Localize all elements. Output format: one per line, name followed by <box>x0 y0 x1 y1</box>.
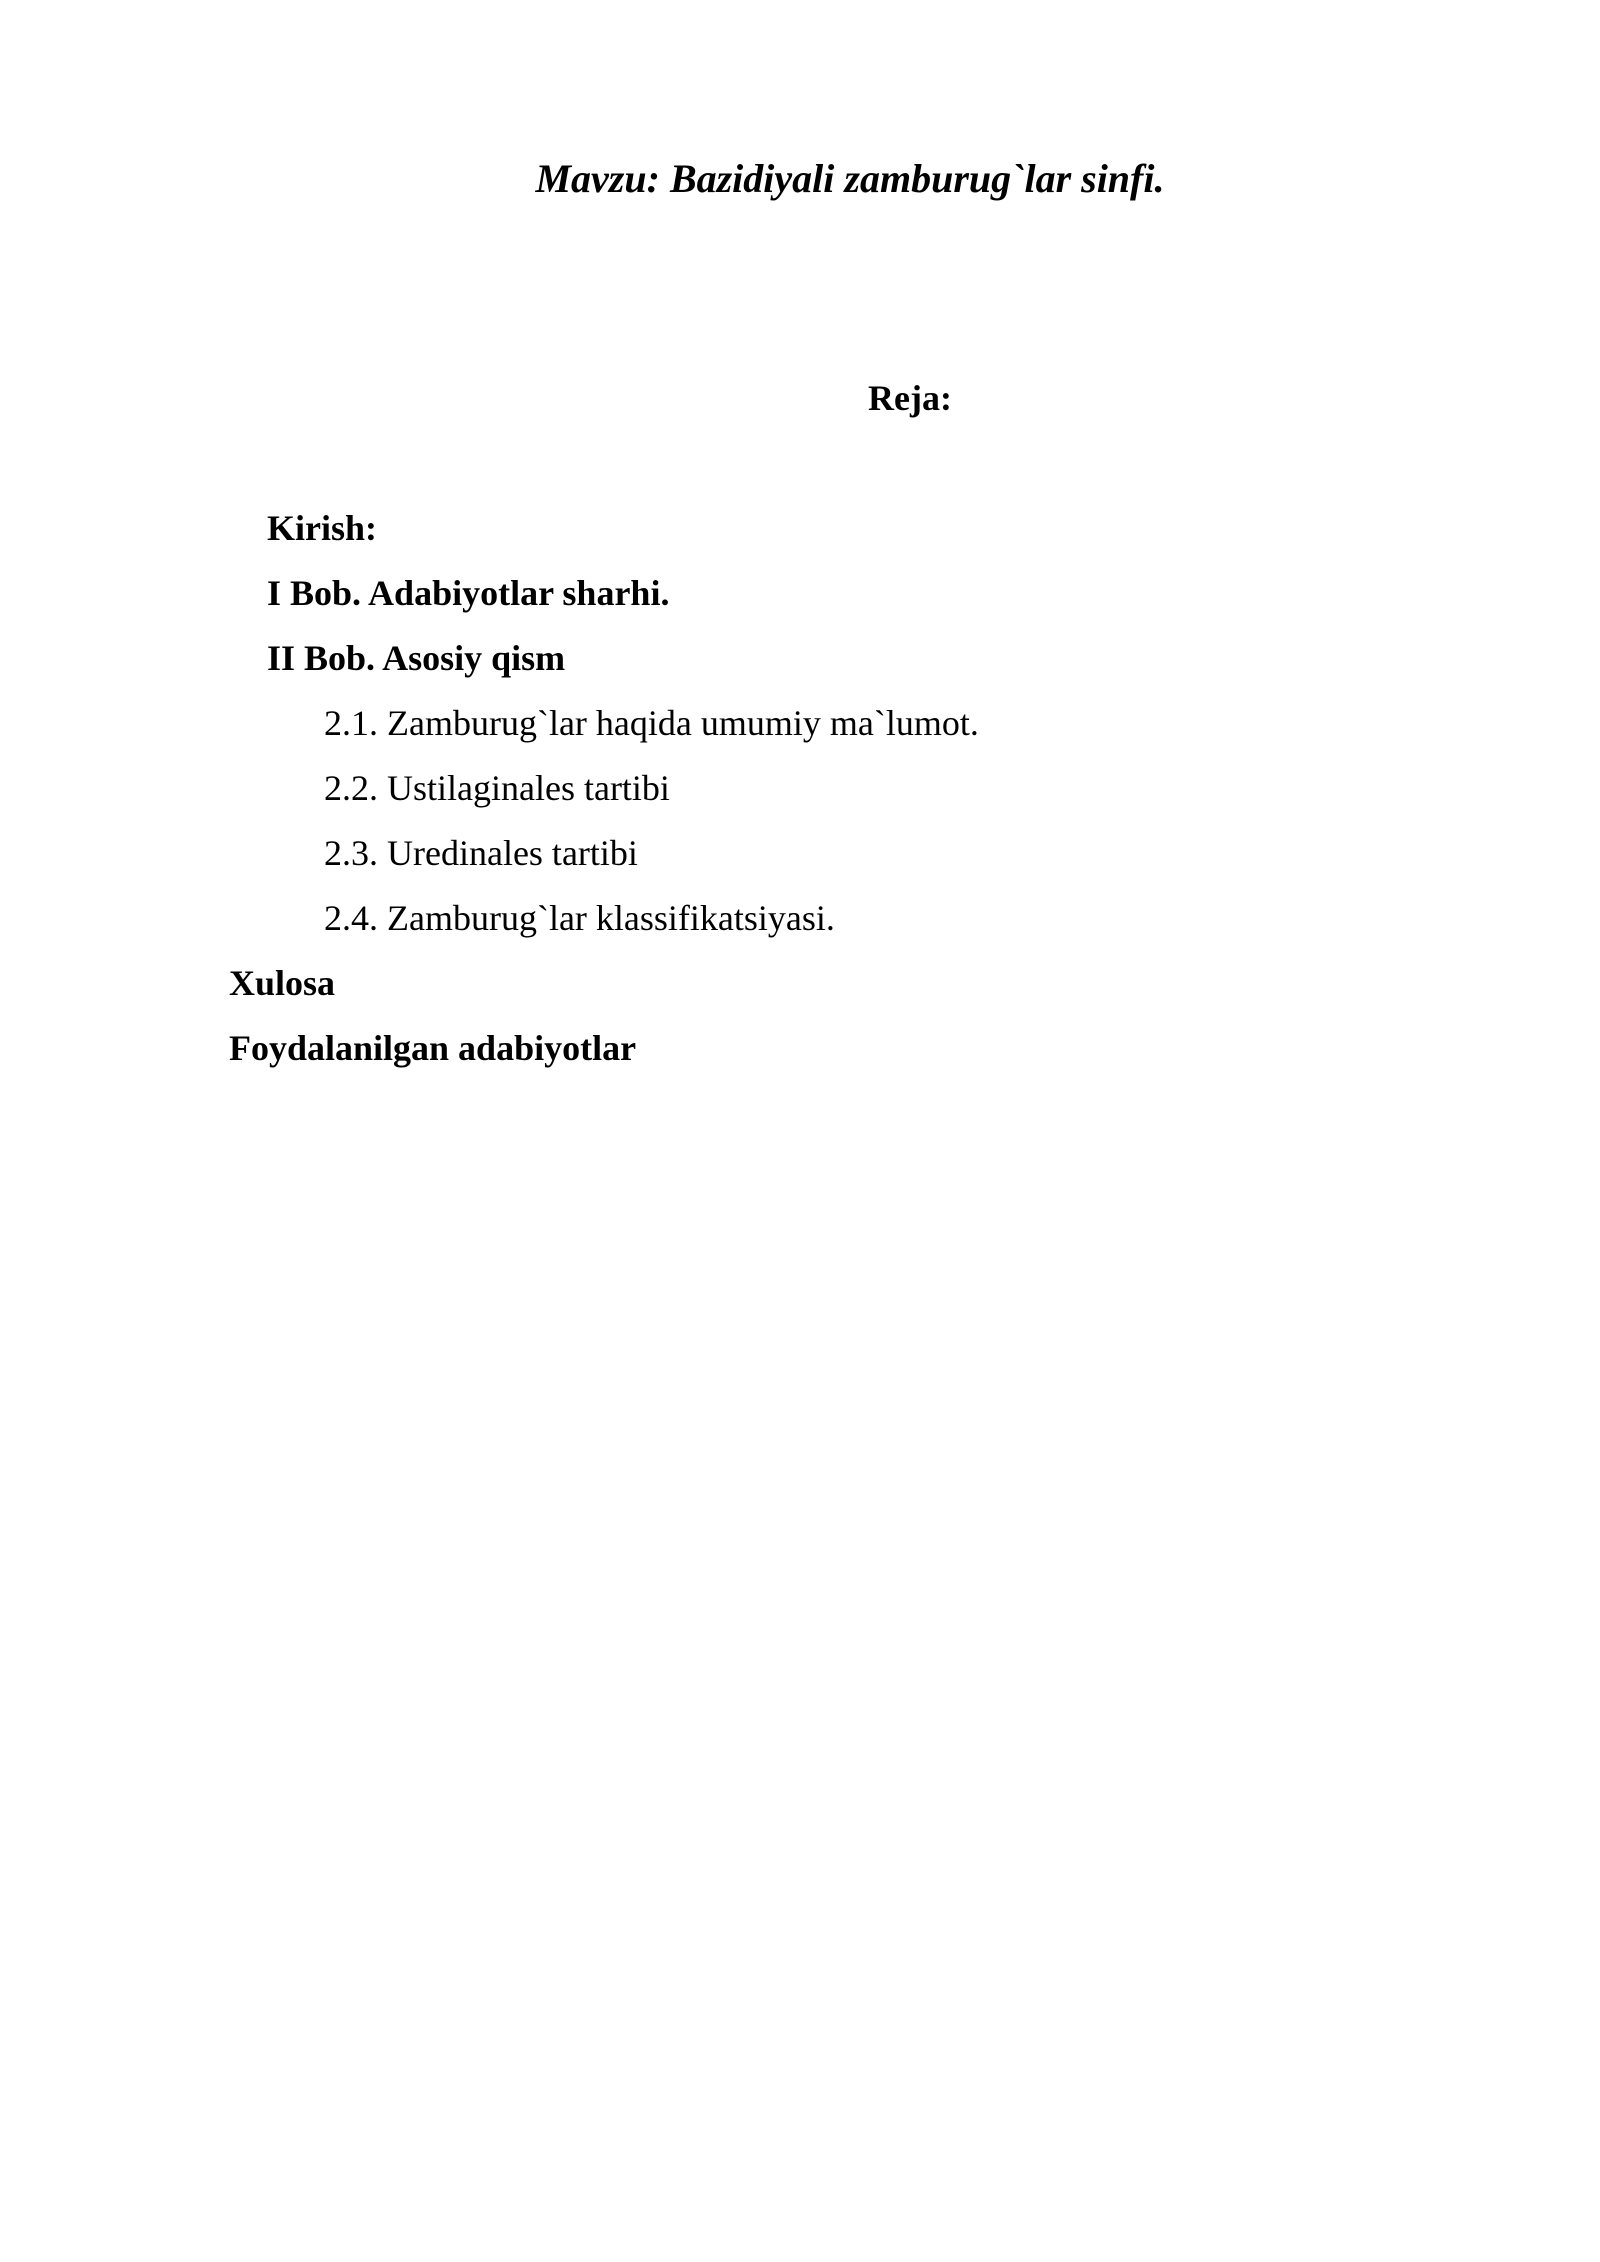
toc-subitem-2-1: 2.1. Zamburug`lar haqida umumiy ma`lumot. <box>324 703 979 743</box>
toc-subitem-2-3: 2.3. Uredinales tartibi <box>324 833 638 873</box>
plan-heading: Reja: <box>868 378 952 418</box>
toc-item-introduction: Kirish: <box>267 508 378 548</box>
toc-item-conclusion: Xulosa <box>229 963 336 1003</box>
toc-item-chapter-2: II Bob. Asosiy qism <box>267 638 566 678</box>
toc-item-references: Foydalanilgan adabiyotlar <box>229 1028 637 1068</box>
toc-item-chapter-1: I Bob. Adabiyotlar sharhi. <box>267 573 670 613</box>
toc-subitem-2-4: 2.4. Zamburug`lar klassifikatsiyasi. <box>324 898 835 938</box>
toc-subitem-2-2: 2.2. Ustilaginales tartibi <box>324 768 670 808</box>
document-title: Mavzu: Bazidiyali zamburug`lar sinfi. <box>535 156 1165 201</box>
